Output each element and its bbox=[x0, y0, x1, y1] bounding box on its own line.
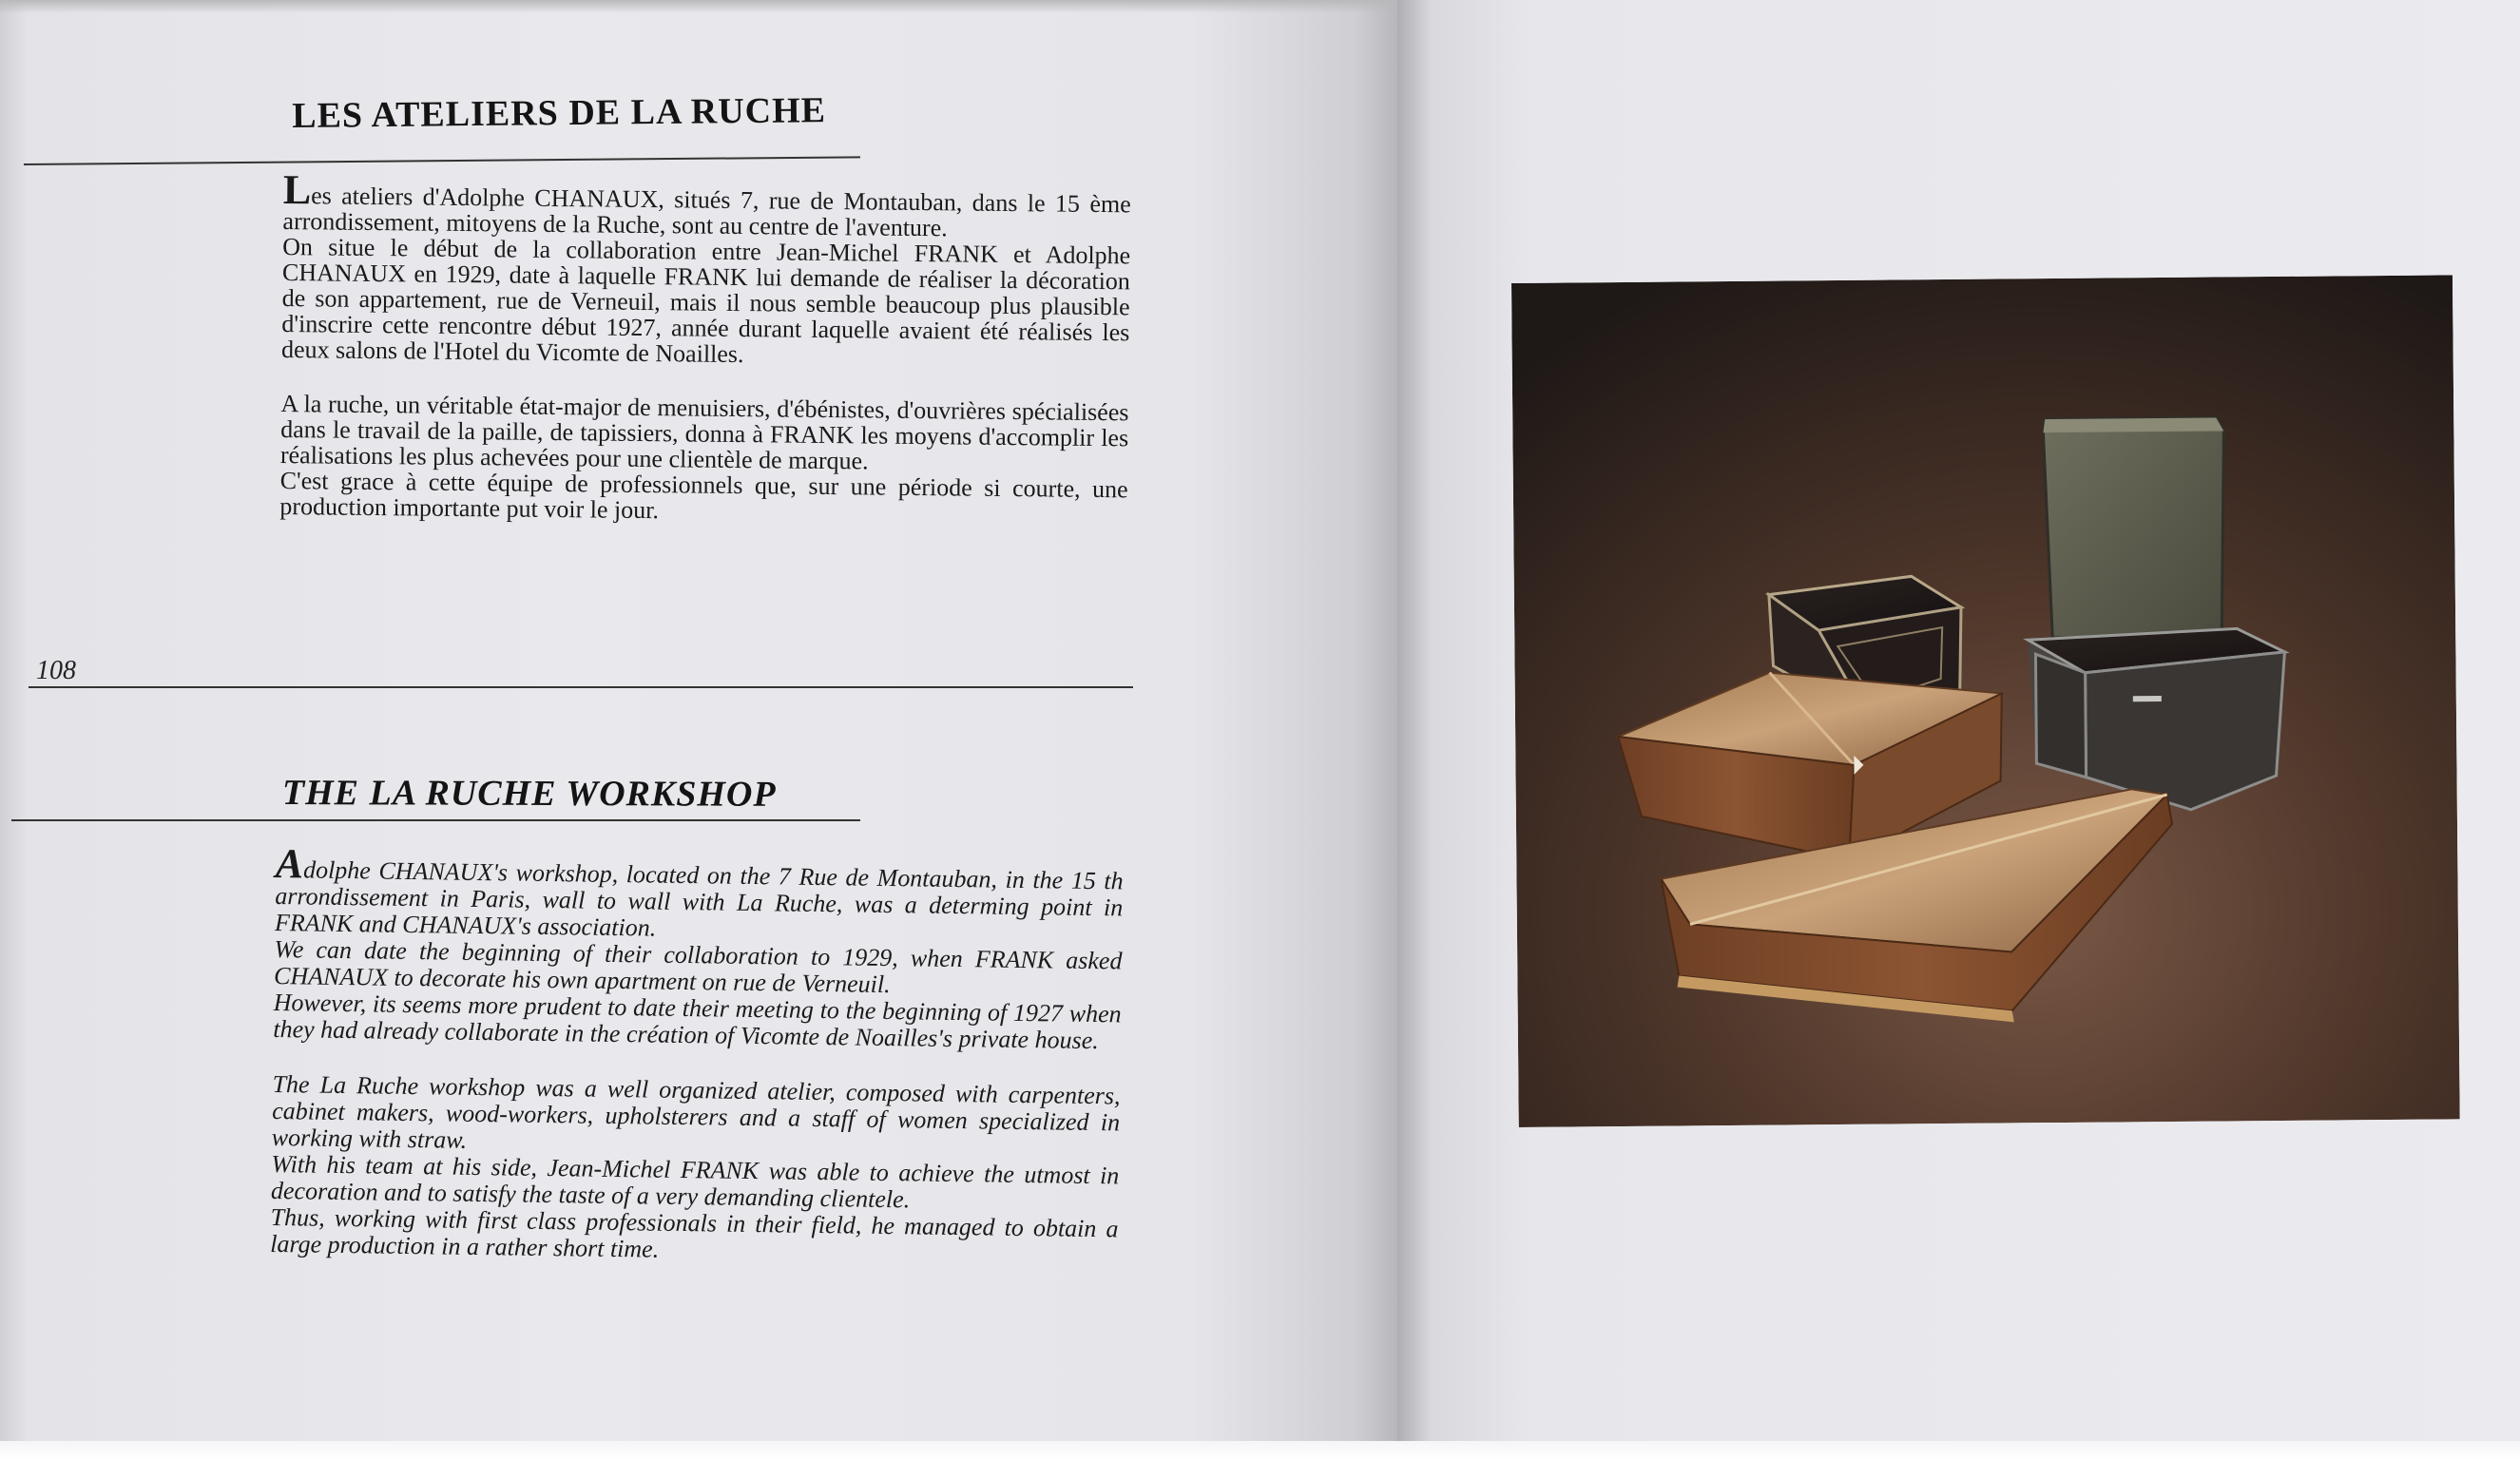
english-paragraph-2: We can date the beginning of their collaboration to 1929, when FRANK asked CHANAUX to decorate his own apartment on rue de Verneuil. bbox=[273, 934, 1123, 999]
french-text bbox=[279, 166, 1131, 528]
english-paragraph-3: However, its seems more prudent to date their meeting to the beginning of 1927 when they had already collaborate in the création of Vicomte de Noailles's private house. bbox=[273, 988, 1122, 1055]
boxes-photograph bbox=[1511, 275, 2460, 1127]
french-paragraph-2: On situe le début de la collaboration entre Jean-Michel FRANK et Adolphe CHANAUX en 1929, date à laquelle FRANK lui demande de réaliser la décoration de son appartement, rue de Verneuil, mais il nous semble beaucoup plus plausible d'inscrire cette rencontre début 1927, année durant laquelle avaient été réalisés les deux salons de l'Hotel du Vicomte de Noailles. bbox=[280, 232, 1131, 369]
french-dropcap: L bbox=[282, 166, 312, 214]
french-paragraph-1-text: es ateliers d'Adolphe CHANAUX, situés 7, rue de Montauban, dans le 15 ème arrondissement, mitoyens de la Ruche, sont au centre de l'aventure. bbox=[282, 182, 1131, 242]
title-rule-french bbox=[24, 156, 860, 165]
french-paragraph-3: A la ruche, un véritable état-major de menuisiers, d'ébénistes, d'ouvrières spécialisées dans le travail de la paille, de tapissiers, donna à FRANK les moyens d'accomplir les réalisations les plus achevées pour une clientèle de marque. bbox=[279, 389, 1129, 475]
english-text bbox=[270, 840, 1124, 1269]
section-divider-rule bbox=[29, 686, 1133, 688]
english-paragraph-5: With his team at his side, Jean-Michel FRANK was able to achieve the utmost in decoration and to satisfy the taste of a very demanding clientele. bbox=[270, 1149, 1120, 1214]
english-title: THE LA RUCHE WORKSHOP bbox=[281, 773, 777, 815]
shagreen-box bbox=[2043, 417, 2225, 638]
english-paragraph-1 bbox=[274, 840, 1124, 948]
french-title: LES ATELIERS DE LA RUCHE bbox=[292, 90, 827, 136]
english-dropcap: A bbox=[275, 840, 304, 888]
french-paragraph-4: C'est grace à cette équipe de professionnels que, sur une période si courte, une production importante put voir le jour. bbox=[279, 466, 1128, 525]
book-bottom-edge bbox=[0, 1441, 2520, 1460]
page-number: 108 bbox=[36, 656, 76, 685]
english-paragraph-6: Thus, working with first class professionals in their field, he managed to obtain a large production in a rather short time. bbox=[270, 1202, 1119, 1263]
french-paragraph-1 bbox=[282, 166, 1131, 242]
english-paragraph-1-text: dolphe CHANAUX's workshop, located on the 7 Rue de Montauban, in the 15 th arrondissement in Paris, wall to wall with La Ruche, was a determing point in FRANK and CHANAUX's association. bbox=[274, 855, 1124, 942]
title-rule-english bbox=[11, 819, 860, 821]
english-paragraph-4: The La Ruche workshop was a well organized atelier, composed with carpenters, cabinet makers, wood-workers, upholsterers and a staff of women specialized in working with straw. bbox=[271, 1069, 1121, 1154]
page-edge-shadow bbox=[0, 0, 1397, 13]
